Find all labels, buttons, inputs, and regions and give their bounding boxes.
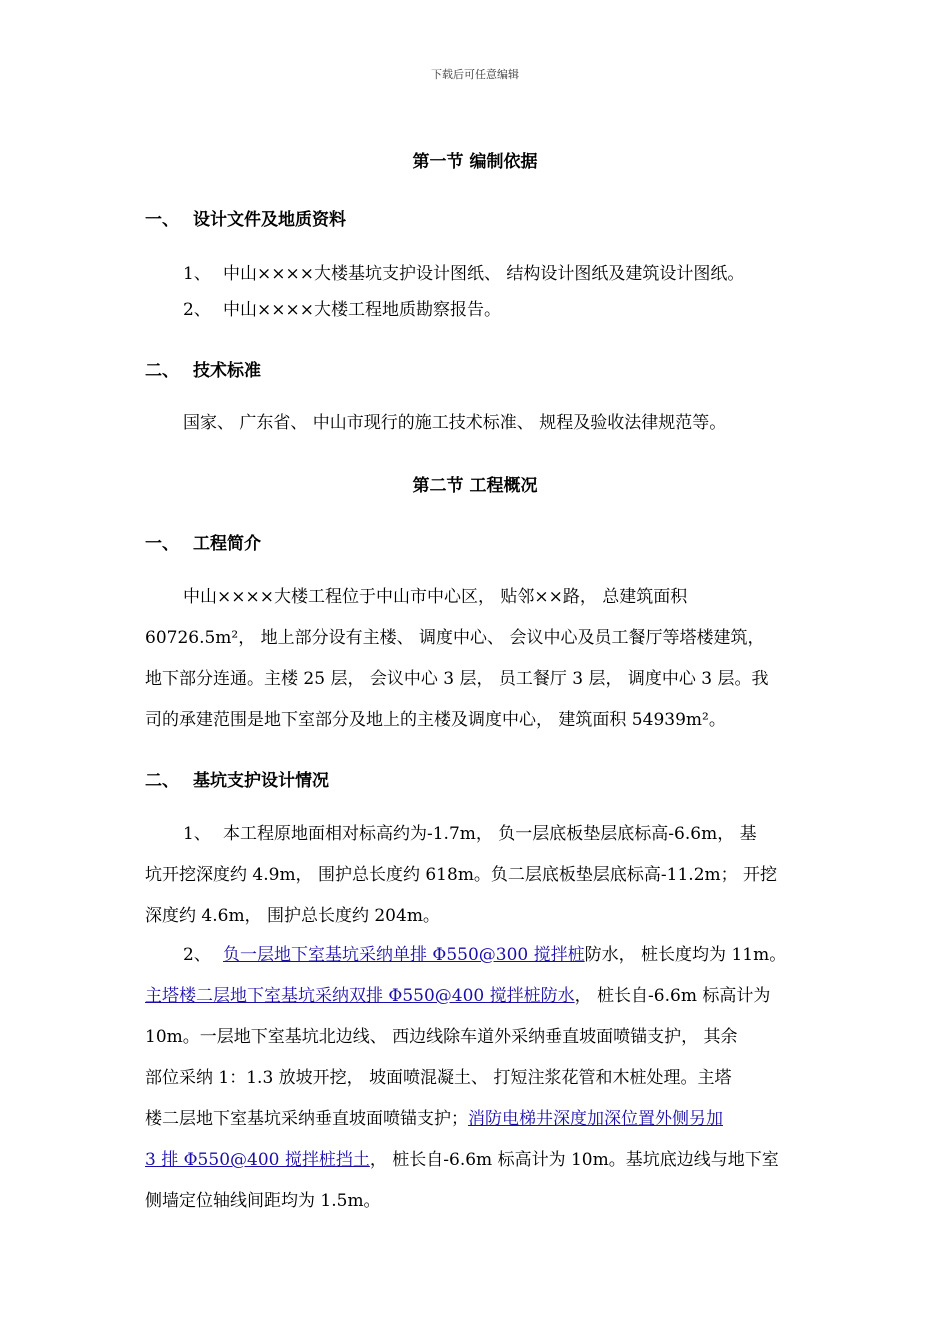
section-title-1: 第一节 编制依据: [412, 152, 538, 172]
paragraph-text: 防水， 桩长度均为 11m。: [584, 945, 787, 965]
item-text: 中山××××大楼工程地质勘察报告。: [223, 300, 501, 320]
item-number: 1、: [183, 824, 211, 844]
heading-number: 二、: [145, 771, 179, 791]
paragraph-text: 楼二层地下室基坑采纳垂直坡面喷锚支护；: [145, 1109, 468, 1129]
item-number: 2、: [183, 300, 211, 320]
paragraph-line: [145, 985, 770, 1007]
heading-number: 一、: [145, 210, 179, 230]
heading-text: 工程简介: [193, 534, 261, 554]
intro-line: 司的承建范围是地下室部分及地上的主楼及调度中心， 建筑面积 54939m²。: [145, 710, 726, 730]
heading-design-files: [145, 205, 346, 230]
paragraph-line: [183, 944, 786, 966]
list-item: [183, 263, 744, 285]
heading-text: 技术标准: [193, 361, 261, 381]
item-number: 1、: [183, 264, 211, 284]
paragraph-text: ， 桩长自-6.6m 标高计为: [574, 986, 771, 1006]
paragraph-line: 侧墙定位轴线间距均为 1.5m。: [145, 1191, 381, 1211]
heading-number: 二、: [145, 361, 179, 381]
paragraph-line: 坑开挖深度约 4.9m， 围护总长度约 618m。负二层底板垫层底标高-11.2m； 开挖: [145, 865, 778, 885]
paragraph-line: 部位采纳 1：1.3 放坡开挖， 坡面喷混凝土、 打短注浆花管和木桩处理。主塔: [145, 1068, 732, 1088]
hyperlink[interactable]: 负一层地下室基坑采纳单排 Φ550@300 搅拌桩: [223, 945, 585, 965]
paragraph-line: [183, 823, 757, 845]
heading-text: 基坑支护设计情况: [193, 771, 329, 791]
page-header: 下载后可任意编辑: [431, 68, 519, 81]
heading-pit-support: [145, 766, 329, 791]
intro-line: 地下部分连通。主楼 25 层， 会议中心 3 层， 员工餐厅 3 层， 调度中心 3 层。我: [145, 669, 769, 689]
intro-line: 60726.5m²， 地上部分设有主楼、 调度中心、 会议中心及员工餐厅等塔楼建筑，: [145, 628, 765, 648]
heading-tech-standards: [145, 356, 261, 381]
paragraph-text: ， 桩长自-6.6m 标高计为 10m。基坑底边线与地下室: [369, 1150, 779, 1170]
paragraph-line: 深度约 4.6m， 围护总长度约 204m。: [145, 906, 440, 926]
hyperlink[interactable]: 消防电梯井深度加深位置外侧另加: [468, 1109, 723, 1129]
list-item: [183, 299, 501, 321]
paragraph-line: [145, 1149, 779, 1171]
hyperlink[interactable]: 主塔楼二层地下室基坑采纳双排 Φ550@400 搅拌桩防水: [145, 986, 575, 1006]
heading-project-intro: [145, 529, 261, 554]
hyperlink[interactable]: 3 排 Φ550@400 搅拌桩挡土: [145, 1150, 370, 1170]
heading-text: 设计文件及地质资料: [193, 210, 346, 230]
paragraph-text: 本工程原地面相对标高约为-1.7m， 负一层底板垫层底标高-6.6m， 基: [223, 824, 757, 844]
section-title-2: 第二节 工程概况: [412, 476, 538, 496]
intro-line: 中山××××大楼工程位于中山市中心区， 贴邻××路， 总建筑面积: [183, 587, 688, 607]
heading-number: 一、: [145, 534, 179, 554]
paragraph-line: [145, 1108, 723, 1130]
paragraph-line: 10m。一层地下室基坑北边线、 西边线除车道外采纳垂直坡面喷锚支护， 其余: [145, 1027, 738, 1047]
item-number: 2、: [183, 945, 211, 965]
standards-paragraph: 国家、 广东省、 中山市现行的施工技术标准、 规程及验收法律规范等。: [183, 413, 727, 433]
item-text: 中山××××大楼基坑支护设计图纸、 结构设计图纸及建筑设计图纸。: [223, 264, 745, 284]
